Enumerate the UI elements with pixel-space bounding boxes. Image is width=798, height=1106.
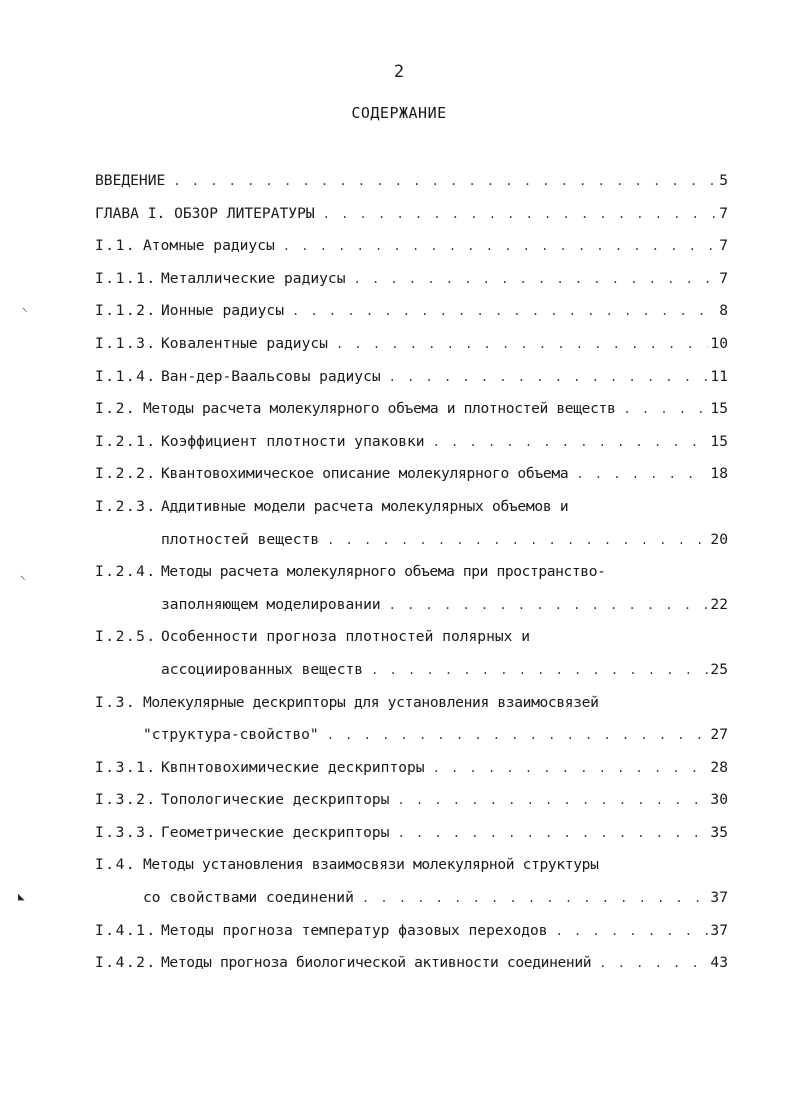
toc-entry: [95, 267, 728, 300]
toc-entry-continuation: [95, 593, 728, 626]
toc-entry-chapter-1: [95, 202, 728, 235]
toc-page-number: 22: [710, 595, 728, 613]
toc-entry-text: Квпнтовохимические дескрипторы: [161, 758, 425, 776]
toc-entry-text: "структура-свойство": [143, 726, 319, 744]
toc-entry-text: Топологические дескрипторы: [161, 791, 390, 809]
toc-dot-leader: [623, 397, 708, 421]
toc-entry-number: I.3.: [95, 693, 137, 711]
toc-entry: [95, 919, 728, 952]
toc-entry: [95, 332, 728, 365]
toc-entry-continuation: [95, 658, 728, 691]
toc-dot-leader: [433, 430, 709, 454]
toc-entry: [95, 756, 728, 789]
toc-dot-leader: [292, 299, 717, 323]
toc-page-number: 35: [710, 823, 728, 841]
toc-entry-text: Ковалентные радиусы: [161, 334, 328, 352]
document-title: СОДЕРЖАНИЕ: [351, 104, 447, 122]
toc-entry-text: ВВЕДЕНИЕ: [95, 172, 166, 189]
toc-entry-text: Квантовохимическое описание молекулярного объема: [161, 465, 569, 483]
toc-page-number: 37: [710, 921, 728, 939]
toc-page-number: 43: [710, 954, 728, 972]
toc-entry-continuation: [95, 528, 728, 561]
scan-mark: ◣: [18, 890, 25, 903]
toc-dot-leader: [283, 234, 717, 258]
toc-entry-text: Ван-дер-Ваальсовы радиусы: [161, 367, 381, 385]
toc-dot-leader: [389, 365, 709, 389]
toc-entry-text: Методы прогноза температур фазовых переходов: [161, 921, 548, 939]
toc-dot-leader: [371, 658, 708, 682]
toc-entry-number: I.4.: [95, 856, 137, 874]
toc-entry-number: I.1.3.: [95, 334, 157, 352]
toc-entry-continuation: [95, 723, 728, 756]
toc-page-number: 8: [719, 302, 728, 320]
toc-entry-text: Коэффициент плотности упаковки: [161, 432, 425, 450]
toc-entry-text: Методы установления взаимосвязи молекулярной структуры: [143, 856, 599, 874]
toc-entry: [95, 788, 728, 821]
toc-page-number: 7: [719, 269, 728, 287]
toc-page-number: 15: [710, 400, 728, 418]
toc-entry-text: Методы расчета молекулярного объема и плотностей веществ: [143, 400, 616, 418]
toc-entry: [95, 951, 728, 984]
toc-page-number: 37: [710, 889, 728, 907]
toc-entry: [95, 462, 728, 495]
toc-entry-number: I.1.: [95, 237, 137, 255]
toc-entry-number: I.2.3.: [95, 497, 157, 515]
toc-entry-text: заполняющем моделировании: [161, 595, 381, 613]
toc-dot-leader: [336, 332, 708, 356]
toc-dot-leader: [599, 951, 708, 975]
toc-entry-introduction: [95, 169, 728, 202]
toc-entry: [95, 853, 728, 886]
toc-entry-text: со свойствами соединений: [143, 889, 354, 907]
toc-dot-leader: [327, 528, 708, 552]
toc-entry: [95, 430, 728, 463]
toc-page-number: 7: [719, 204, 728, 222]
toc-entry: [95, 560, 728, 593]
toc-entry-text: Молекулярные дескрипторы для установления взаимосвязей: [143, 693, 599, 711]
toc-entry-text: Ионные радиусы: [161, 302, 285, 320]
toc-entry-number: I.3.2.: [95, 791, 157, 809]
toc-entry: [95, 299, 728, 332]
toc-entry-number: I.4.1.: [95, 921, 157, 939]
toc-entry: [95, 821, 728, 854]
toc-entry-number: I.2.2.: [95, 465, 157, 483]
toc-entry-number: I.4.2.: [95, 954, 157, 972]
toc-page-number: 28: [710, 758, 728, 776]
scan-mark: ⸜: [20, 569, 26, 582]
toc-dot-leader: [397, 788, 708, 812]
toc-entry-text: Геометрические дескрипторы: [161, 823, 390, 841]
toc-page-number: 7: [719, 237, 728, 255]
page-number: 2: [393, 62, 405, 82]
scan-mark: ⸜: [22, 301, 28, 314]
toc-entry-number: I.3.1.: [95, 758, 157, 776]
toc-entry-text: ГЛАВА I. ОБЗОР ЛИТЕРАТУРЫ: [95, 204, 315, 222]
toc-entry: [95, 365, 728, 398]
toc-dot-leader: [576, 462, 708, 486]
toc-entry-text: Металлические радиусы: [161, 269, 346, 287]
toc-entry: [95, 397, 728, 430]
toc-entry-number: I.3.3.: [95, 823, 157, 841]
toc-page-number: 10: [710, 334, 728, 352]
toc-entry-number: I.2.4.: [95, 563, 157, 581]
toc-entry: [95, 625, 728, 658]
toc-dot-leader: [173, 169, 717, 193]
toc-entry-text: ассоциированных веществ: [161, 660, 364, 678]
toc-entry: [95, 691, 728, 724]
toc-entry-number: I.2.: [95, 400, 137, 418]
toc-entry-text: Методы прогноза биологической активности соединений: [161, 954, 592, 972]
toc-dot-leader: [327, 723, 709, 747]
toc-dot-leader: [354, 267, 718, 291]
toc-page-number: 25: [710, 660, 728, 678]
toc-entry-number: I.1.1.: [95, 269, 157, 287]
toc-entry-text: Атомные радиусы: [143, 237, 275, 255]
toc-dot-leader: [362, 886, 709, 910]
toc-entry-number: I.2.5.: [95, 628, 157, 646]
toc-entry: [95, 495, 728, 528]
toc-page-number: 15: [710, 432, 728, 450]
toc-dot-leader: [433, 756, 709, 780]
toc-page-number: 30: [710, 791, 728, 809]
toc-page-number: 27: [710, 726, 728, 744]
table-of-contents: [95, 169, 728, 984]
toc-entry-text: плотностей веществ: [161, 530, 320, 548]
toc-entry-number: I.1.2.: [95, 302, 157, 320]
toc-dot-leader: [389, 593, 709, 617]
toc-page-number: 11: [710, 367, 728, 385]
toc-entry: [95, 234, 728, 267]
toc-entry-text: Особенности прогноза плотностей полярных и: [161, 628, 531, 646]
toc-dot-leader: [323, 202, 718, 226]
toc-entry-number: I.2.1.: [95, 432, 157, 450]
toc-page-number: 20: [710, 530, 728, 548]
toc-entry-text: Методы расчета молекулярного объема при пространство-: [161, 563, 606, 581]
toc-dot-leader: [397, 821, 708, 845]
toc-page-number: 5: [719, 172, 728, 189]
toc-dot-leader: [556, 919, 709, 943]
toc-page-number: 18: [710, 465, 728, 483]
toc-entry-number: I.1.4.: [95, 367, 157, 385]
toc-entry-continuation: [95, 886, 728, 919]
toc-entry-text: Аддитивные модели расчета молекулярных объемов и: [161, 497, 569, 515]
